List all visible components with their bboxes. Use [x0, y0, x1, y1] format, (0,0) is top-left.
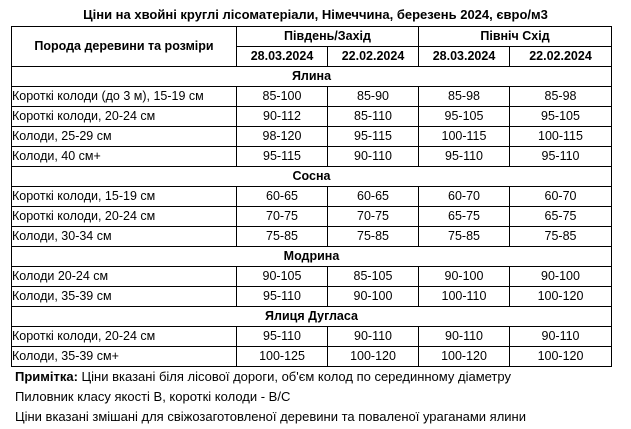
price-cell: 100-120	[510, 287, 612, 307]
row-label: Короткі колоди, 20-24 см	[12, 207, 237, 227]
section-row	[12, 67, 612, 87]
price-cell: 90-110	[510, 327, 612, 347]
price-cell: 95-105	[510, 107, 612, 127]
row-label: Колоди, 35-39 см	[12, 287, 237, 307]
price-cell: 85-98	[510, 87, 612, 107]
note-line: Ціни вказані змішані для свіжозаготовленої деревини та поваленої ураганами ялини	[15, 409, 526, 424]
row-label: Колоди 20-24 см	[12, 267, 237, 287]
date-header: 28.03.2024	[419, 47, 510, 67]
price-cell: 75-85	[419, 227, 510, 247]
section-title: Сосна	[12, 167, 612, 187]
table-row	[12, 187, 612, 207]
price-cell: 85-100	[237, 87, 328, 107]
price-cell: 90-100	[328, 287, 419, 307]
price-cell: 60-65	[328, 187, 419, 207]
price-cell: 65-75	[510, 207, 612, 227]
row-label: Колоди, 40 см+	[12, 147, 237, 167]
price-cell: 100-125	[237, 347, 328, 367]
row-label: Короткі колоди, 15-19 см	[12, 187, 237, 207]
table-row	[12, 127, 612, 147]
note-line: Пиловник класу якості В, короткі колоди - В/С	[15, 389, 291, 404]
price-cell: 95-110	[510, 147, 612, 167]
price-cell: 60-70	[510, 187, 612, 207]
price-cell: 95-110	[419, 147, 510, 167]
note-line	[15, 367, 526, 387]
date-header: 22.02.2024	[328, 47, 419, 67]
price-cell: 95-110	[237, 327, 328, 347]
table-row	[12, 147, 612, 167]
section-title: Модрина	[12, 247, 612, 267]
price-cell: 75-85	[237, 227, 328, 247]
price-cell: 95-115	[328, 127, 419, 147]
row-label: Короткі колоди, 20-24 см	[12, 327, 237, 347]
row-label: Короткі колоди, 20-24 см	[12, 107, 237, 127]
price-cell: 90-105	[237, 267, 328, 287]
species-column-header: Порода деревини та розміри	[12, 27, 237, 67]
price-cell: 90-100	[510, 267, 612, 287]
region-header: Північ Схід	[419, 27, 612, 47]
row-label: Колоди, 30-34 см	[12, 227, 237, 247]
price-cell: 85-98	[419, 87, 510, 107]
note-label: Примітка:	[15, 369, 78, 384]
table-row	[12, 227, 612, 247]
price-cell: 75-85	[510, 227, 612, 247]
date-header: 28.03.2024	[237, 47, 328, 67]
table-row	[12, 327, 612, 347]
price-cell: 95-115	[237, 147, 328, 167]
price-cell: 75-85	[328, 227, 419, 247]
price-cell: 100-120	[510, 347, 612, 367]
price-cell: 85-110	[328, 107, 419, 127]
date-header: 22.02.2024	[510, 47, 612, 67]
price-cell: 90-112	[237, 107, 328, 127]
row-label: Колоди, 25-29 см	[12, 127, 237, 147]
note-text: Ціни вказані біля лісової дороги, об'єм колод по серединному діаметру	[77, 369, 511, 384]
table-row	[12, 107, 612, 127]
table-row	[12, 207, 612, 227]
table-row	[12, 347, 612, 367]
price-cell: 95-110	[237, 287, 328, 307]
price-cell: 100-120	[328, 347, 419, 367]
price-cell: 100-120	[419, 347, 510, 367]
price-cell: 90-100	[419, 267, 510, 287]
price-cell: 70-75	[237, 207, 328, 227]
price-cell: 95-105	[419, 107, 510, 127]
price-cell: 60-70	[419, 187, 510, 207]
price-cell: 85-90	[328, 87, 419, 107]
price-cell: 60-65	[237, 187, 328, 207]
table-row	[12, 87, 612, 107]
price-cell: 100-115	[510, 127, 612, 147]
row-label: Колоди, 35-39 см+	[12, 347, 237, 367]
section-row	[12, 307, 612, 327]
price-cell: 90-110	[328, 147, 419, 167]
price-cell: 100-110	[419, 287, 510, 307]
price-cell: 90-110	[328, 327, 419, 347]
price-table	[11, 26, 612, 367]
notes	[15, 367, 526, 427]
section-row	[12, 247, 612, 267]
section-title: Ялиця Дугласа	[12, 307, 612, 327]
price-cell: 70-75	[328, 207, 419, 227]
table-row	[12, 287, 612, 307]
row-label: Короткі колоди (до 3 м), 15-19 см	[12, 87, 237, 107]
price-cell: 85-105	[328, 267, 419, 287]
table-body	[12, 67, 612, 367]
section-row	[12, 167, 612, 187]
table-row	[12, 267, 612, 287]
price-cell: 100-115	[419, 127, 510, 147]
price-cell: 65-75	[419, 207, 510, 227]
region-header: Південь/Захід	[237, 27, 419, 47]
section-title: Ялина	[12, 67, 612, 87]
page-title: Ціни на хвойні круглі лісоматеріали, Німеччина, березень 2024, євро/м3	[83, 7, 548, 22]
price-cell: 90-110	[419, 327, 510, 347]
price-cell: 98-120	[237, 127, 328, 147]
